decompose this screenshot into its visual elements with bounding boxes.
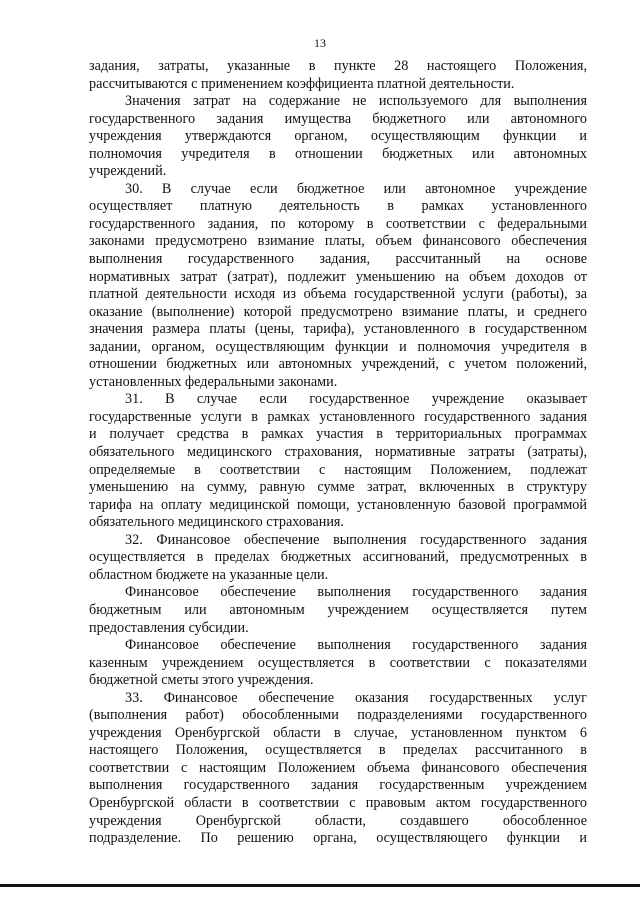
paragraph [89, 58, 587, 93]
text-line: обязательного медицинского страхования. [89, 514, 344, 531]
text-line: отношении бюджетных или автономных учреждений, с учетом положений, [89, 356, 587, 373]
paragraph [89, 637, 587, 690]
text-line: полномочия учредителя в отношении бюджетных или автономных [89, 145, 587, 162]
page-number: 13 [314, 36, 326, 50]
paragraph [89, 93, 587, 181]
text-line: задании, органом, осуществляющим функции и полномочия учредителя в [89, 338, 587, 355]
text-line: 33. Финансовое обеспечение оказания государственных услуг [125, 689, 587, 706]
text-line: государственного задания имущества бюджетного или автономного [89, 110, 587, 127]
text-line: 31. В случае если государственное учреждение оказывает [125, 391, 587, 408]
text-line: значения размера платы (цены, тарифа), установленного в государственном [89, 321, 587, 338]
text-line: казенным учреждением осуществляется в соответствии с показателями [89, 654, 587, 671]
text-line: платной деятельности исходя из объема государственной услуги (работы), за [89, 286, 587, 303]
text-line: рассчитываются с применением коэффициента платной деятельности. [89, 75, 515, 92]
paragraph [89, 181, 587, 392]
text-line: Значения затрат на содержание не используемого для выполнения [125, 93, 587, 110]
text-line: нормативных затрат (затрат), подлежит уменьшению на объем доходов от [89, 268, 587, 285]
text-line: выполнения государственного задания, рассчитанный на основе [89, 251, 587, 268]
text-line: подразделение. По решению органа, осуществляющего функции и [89, 830, 587, 847]
text-line: предоставления субсидии. [89, 619, 249, 636]
text-line: определяемые в соответствии с настоящим Положением, подлежат [89, 461, 587, 478]
text-line: обязательного медицинского страхования, нормативные затраты (затраты), [89, 444, 587, 461]
text-line: и получает средства в рамках участия в территориальных программах [89, 426, 587, 443]
text-line: соответствии с настоящим Положением объема финансового обеспечения [89, 759, 587, 776]
text-line: задания, затраты, указанные в пункте 28 настоящего Положения, [89, 58, 587, 74]
paragraph [89, 584, 587, 637]
text-line: областном бюджете на указанные цели. [89, 566, 329, 583]
text-line: 30. В случае если бюджетное или автономное учреждение [125, 180, 587, 197]
text-line: выполнения государственного задания государственным учреждением [89, 777, 587, 794]
text-line: тарифа на оплату медицинской помощи, установленную базовой программой [89, 496, 587, 513]
paragraph [89, 391, 587, 531]
text-line: оказание (выполнение) которой предусмотрено взимание платы, и среднего [89, 303, 587, 320]
text-line: учреждения утверждаются органом, осуществляющим функции и [89, 128, 587, 145]
text-line: учреждения Оренбургской области в случае, установленном пунктом 6 [89, 724, 587, 741]
text-line: бюджетным или автономным учреждением осуществляется путем [89, 601, 587, 618]
text-line: Финансовое обеспечение выполнения государственного задания [125, 584, 587, 601]
text-line: Оренбургской области в соответствии с правовым актом государственного [89, 794, 587, 811]
text-line: бюджетной сметы этого учреждения. [89, 672, 314, 689]
text-line: законами предусмотрено взимание платы, объем финансового обеспечения [89, 233, 587, 250]
paragraph [89, 690, 587, 848]
text-line: осуществляется в пределах бюджетных ассигнований, предусмотренных в [89, 549, 587, 566]
text-line: уменьшению на сумму, равную сумме затрат, включенных в структуру [89, 479, 587, 496]
text-line: государственные услуги в рамках установленного государственного задания [89, 408, 587, 425]
text-line: учреждения Оренбургской области, создавшего обособленное [89, 812, 587, 829]
text-line: (выполнения работ) обособленными подразделениями государственного [89, 707, 587, 724]
document-body [89, 58, 587, 848]
text-line: Финансовое обеспечение выполнения государственного задания [125, 637, 587, 654]
text-line: государственного задания, по которому в соответствии с федеральными [89, 215, 587, 232]
page-bottom-rule [0, 884, 640, 887]
text-line: учреждений. [89, 163, 167, 180]
text-line: осуществляет платную деятельность в рамках установленного [89, 198, 587, 215]
paragraph [89, 532, 587, 585]
text-line: установленных федеральными законами. [89, 373, 338, 390]
text-line: 32. Финансовое обеспечение выполнения государственного задания [125, 531, 587, 548]
text-line: настоящего Положения, осуществляется в пределах рассчитанного в [89, 742, 587, 759]
